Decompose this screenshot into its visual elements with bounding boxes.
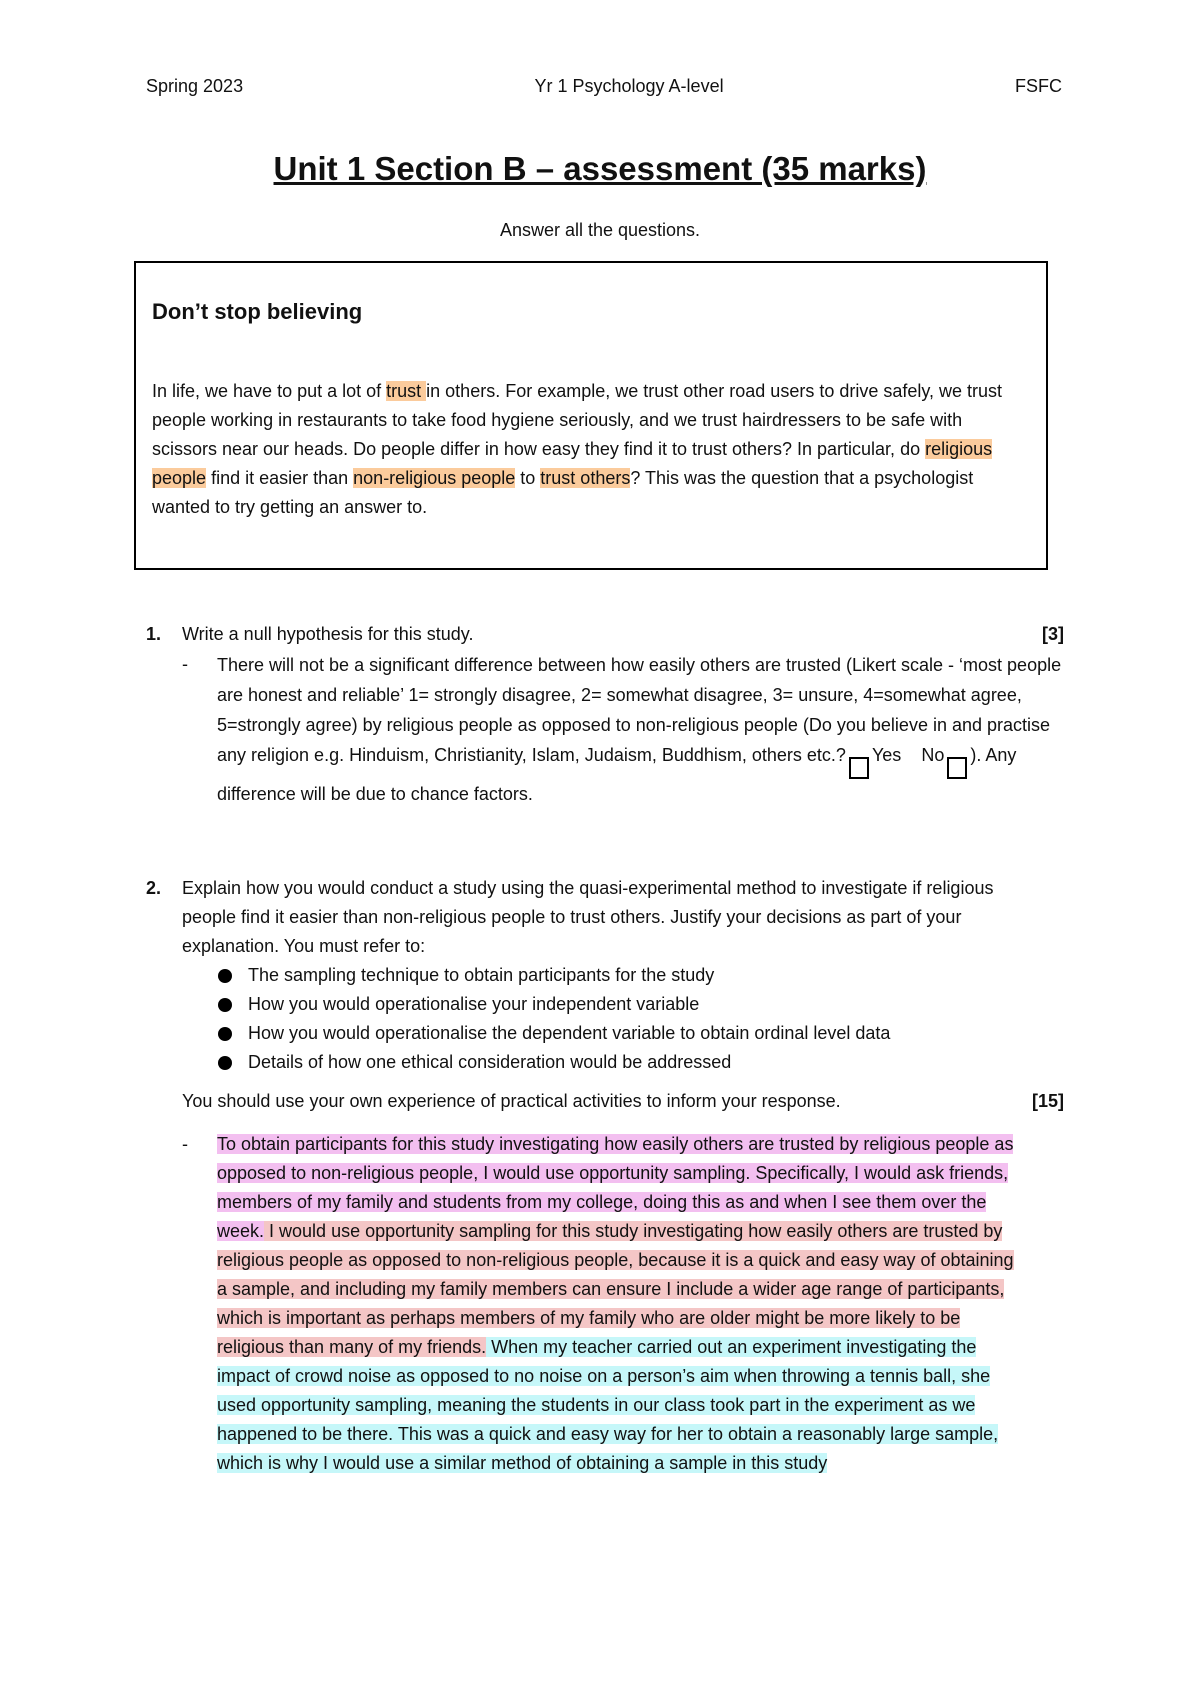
header-term: Spring 2023 <box>146 76 244 96</box>
yes-checkbox[interactable] <box>849 757 869 779</box>
highlight-trust: trust <box>386 381 427 401</box>
question-number: 1. <box>146 624 162 644</box>
instruction: Answer all the questions. <box>499 220 701 240</box>
answer-text: There will not be a significant difference between how easily others are trusted (Likert scale - ‘most people are honest and reliable’ 1= strongly disagree, 2= somewhat disagree, 3= unsure, 4=somewhat agree, 5=strongly agree) by religious people as opposed to non-religious people (Do you believe in and practise any religion e.g. Hinduism, Christianity, Islam, Judaism, Buddhism, others etc.? <box>217 655 1062 765</box>
header-college: FSFC <box>1014 76 1062 96</box>
answer-justification: I would use opportunity sampling for this study investigating how easily others are trusted by religious people as opposed to non-religious people, because it is a quick and easy way of obtaining a sample, and including my family members can ensure I include a wider age range of participants, which is important as perhaps members of my family who are older might be more likely to be religious than many of my friends. <box>217 1221 1014 1357</box>
answer-dash: - <box>182 1134 188 1154</box>
list-item-text: How you would operationalise your independent variable <box>248 994 700 1014</box>
bullet-icon <box>218 1056 232 1070</box>
list-item <box>218 961 1064 990</box>
question-marks: [3] <box>1042 624 1064 644</box>
bullet-icon <box>218 998 232 1012</box>
stimulus-text <box>152 377 1012 522</box>
page-title: Unit 1 Section B – assessment (35 marks) <box>273 150 927 187</box>
answer-sampling-technique: To obtain participants for this study investigating how easily others are trusted by religious people as opposed to non-religious people, I would use opportunity sampling. Specifically, I would ask friends, members of my family and students from my college, doing this as and when I see them over the week. <box>217 1134 1014 1241</box>
question-number: 2. <box>146 878 162 898</box>
question-marks: [15] <box>1031 1091 1064 1111</box>
no-checkbox[interactable] <box>947 757 967 779</box>
header-course: Yr 1 Psychology A-level <box>534 76 724 96</box>
answer-dash: - <box>182 654 188 674</box>
stimulus-heading: Don’t stop believing <box>152 299 363 324</box>
question-text: Write a null hypothesis for this study. <box>182 624 474 644</box>
stimulus-text-part: In life, we have to put a lot of <box>152 381 387 401</box>
answer-2 <box>182 1130 1064 1478</box>
list-item-text: How you would operationalise the dependent variable to obtain ordinal level data <box>248 1023 891 1043</box>
answer-1 <box>182 650 1064 809</box>
question-1 <box>146 620 1064 809</box>
stimulus-text-part: to <box>515 468 541 488</box>
stimulus-text-part: find it easier than <box>206 468 354 488</box>
running-header <box>146 76 1062 97</box>
list-item-text: Details of how one ethical consideration would be addressed <box>248 1052 732 1072</box>
list-item <box>218 1019 1064 1048</box>
stimulus-text-part: in others. For example, we trust other road users to drive safely, we trust people working in restaurants to take food hygiene seriously, and we trust hairdressers to be safe with scissors near our heads. Do people differ in how easy they find it to trust others? In particular, do <box>152 381 1003 459</box>
answer-practical-experience: When my teacher carried out an experiment investigating the impact of crowd noise as opposed to no noise on a person’s aim when throwing a tennis ball, she used opportunity sampling, meaning the students in our class took part in the experiment as we happened to be there. This was a quick and easy way for her to obtain a reasonably large sample, which is why I would use a similar method of obtaining a sample in this study <box>217 1337 999 1473</box>
no-label: No <box>921 745 945 765</box>
stimulus-box <box>134 261 1048 570</box>
yes-label: Yes <box>871 745 902 765</box>
question-2 <box>146 874 1064 1478</box>
list-item <box>218 990 1064 1019</box>
list-item-text: The sampling technique to obtain participants for the study <box>248 965 715 985</box>
highlight-trust-others: trust others <box>540 468 631 488</box>
note-text: You should use your own experience of practical activities to inform your response. <box>182 1091 841 1111</box>
answer-text-end: ). Any difference will be due to chance factors. <box>217 745 1017 804</box>
bullet-icon <box>218 969 232 983</box>
highlight-religious-people: religious people <box>152 439 993 488</box>
stimulus-text-part: ? This was the question that a psychologist wanted to try getting an answer to. <box>152 468 974 517</box>
question-note <box>182 1087 1064 1116</box>
question-text: Explain how you would conduct a study using the quasi-experimental method to investigate if religious people find it easier than non-religious people to trust others. Justify your decisions as part of your explanation. You must refer to: <box>182 878 994 956</box>
bullet-icon <box>218 1027 232 1041</box>
list-item <box>218 1048 1064 1077</box>
highlight-non-religious-people: non-religious people <box>353 468 516 488</box>
requirements-list <box>146 961 1064 1077</box>
